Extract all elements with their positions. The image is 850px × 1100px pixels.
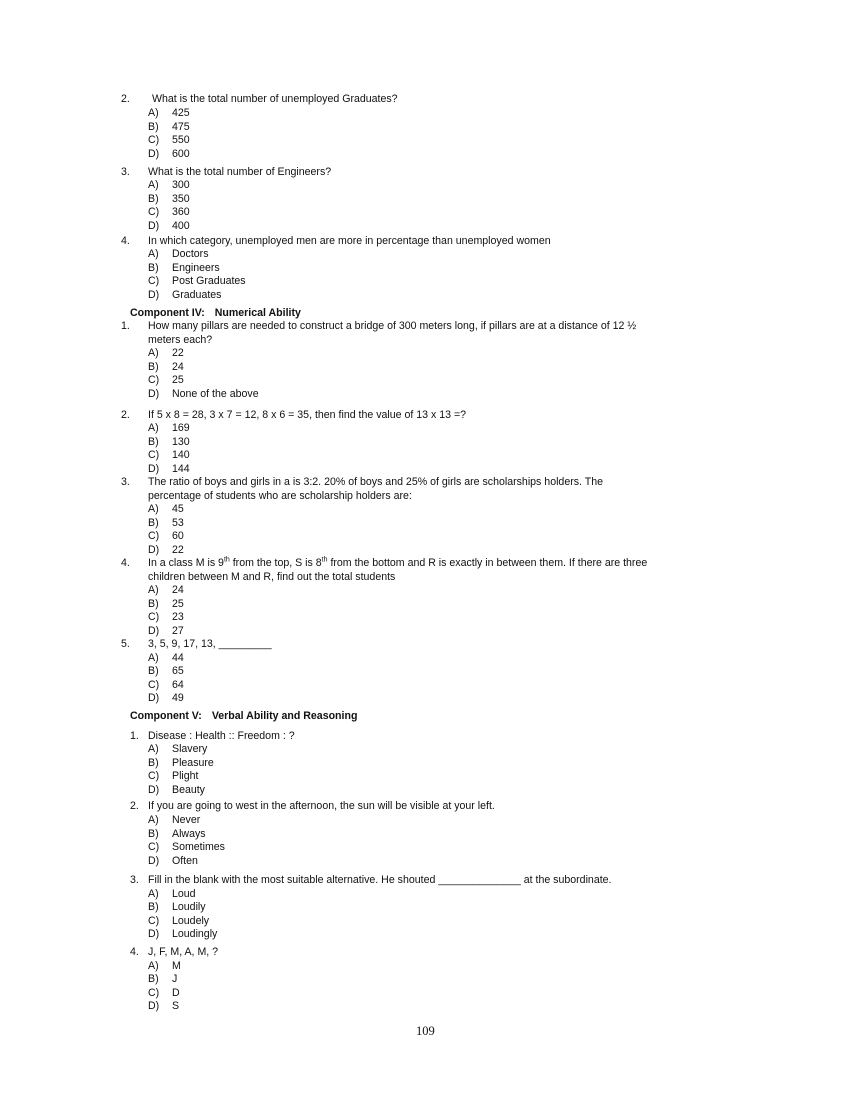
question-text: Disease : Health :: Freedom : ? <box>148 730 295 742</box>
question-text: Fill in the blank with the most suitable alternative. He shouted ______________ at the subordinate. <box>148 874 612 886</box>
question-text: What is the total number of unemployed Graduates? <box>152 93 398 105</box>
question-number: 4. <box>121 557 130 569</box>
question-text: If you are going to west in the afternoon, the sun will be visible at your left. <box>148 800 495 812</box>
question-number: 3. <box>121 166 130 178</box>
question-number: 2. <box>121 409 130 421</box>
question-number: 1. <box>130 730 139 742</box>
question-number: 2. <box>121 93 130 105</box>
question-number: 1. <box>121 320 130 332</box>
page-number: 109 <box>416 1024 435 1038</box>
question-text: 3, 5, 9, 17, 13, _________ <box>148 638 272 650</box>
question-number: 3. <box>130 874 139 886</box>
question-number: 2. <box>130 800 139 812</box>
question-text: If 5 x 8 = 28, 3 x 7 = 12, 8 x 6 = 35, then find the value of 13 x 13 =? <box>148 409 467 421</box>
question-number: 3. <box>121 476 130 488</box>
question-text-line-2: percentage of students who are scholarship holders are: <box>148 490 412 502</box>
question-number: 4. <box>121 235 130 247</box>
question-text-line-1: In a class M is 9th from the top, S is 8th from the bottom and R is exactly in between them. If there are three <box>148 556 648 569</box>
question-text-line-2: children between M and R, find out the total students <box>148 571 396 583</box>
section-heading-component-iv: Component IV: Numerical Ability <box>130 307 301 319</box>
question-text-line-1: How many pillars are needed to construct a bridge of 300 meters long, if pillars are at a distance of 12 ½ <box>148 320 637 332</box>
question-text: What is the total number of Engineers? <box>148 166 332 178</box>
question-text-line-1: The ratio of boys and girls in a is 3:2. 20% of boys and 25% of girls are scholarships holders. The <box>148 476 603 488</box>
question-text: J, F, M, A, M, ? <box>148 946 219 958</box>
section-heading-component-v: Component V: Verbal Ability and Reasoning <box>130 710 358 722</box>
question-text: In which category, unemployed men are more in percentage than unemployed women <box>148 235 551 247</box>
question-number: 5. <box>121 638 130 650</box>
question-number: 4. <box>130 946 139 958</box>
question-text-line-2: meters each? <box>148 334 213 346</box>
